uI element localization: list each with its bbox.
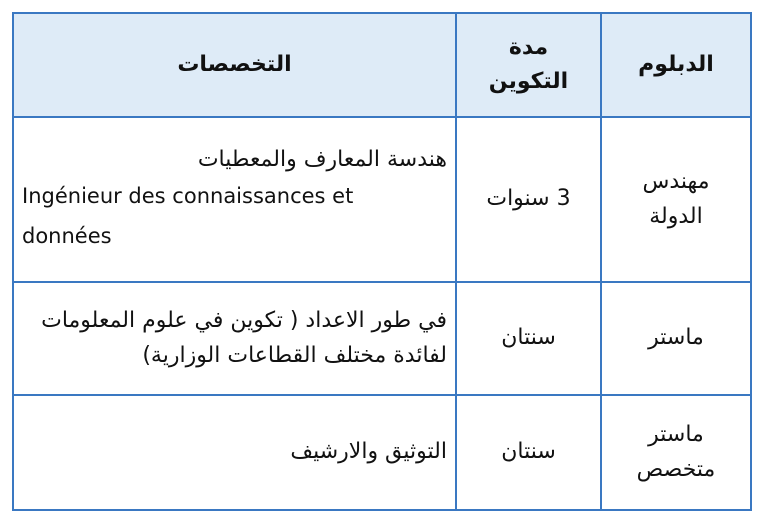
diploma-line: ماستر — [648, 422, 704, 448]
specialty-french-line: Ingénieur des connaissances et — [22, 183, 354, 208]
cell-diploma — [601, 117, 751, 282]
diploma-line: متخصص — [636, 456, 716, 482]
diploma-line: الدولة — [649, 203, 703, 229]
specialty-line: في طور الاعداد ( تكوين في علوم المعلومات — [41, 308, 447, 334]
cell-specialty — [13, 282, 456, 395]
header-duration-line-2: التكوين — [488, 69, 569, 94]
cell-duration: سنتان — [456, 282, 601, 395]
header-duration — [456, 13, 601, 117]
specialty-line: التوثيق والارشيف — [290, 439, 447, 465]
cell-specialty — [13, 117, 456, 282]
cell-diploma — [601, 395, 751, 510]
specialty-line: لفائدة مختلف القطاعات الوزارية) — [142, 342, 447, 368]
table-row — [13, 395, 751, 510]
diploma-line: مهندس — [642, 169, 710, 195]
specialty-french-line: données — [22, 223, 112, 248]
cell-duration: 3 سنوات — [456, 117, 601, 282]
header-duration-line-1: مدة — [508, 34, 549, 60]
header-specialties: التخصصات — [13, 13, 456, 117]
table-row — [13, 117, 751, 282]
cell-diploma — [601, 282, 751, 395]
header-row — [13, 13, 751, 117]
cell-duration: سنتان — [456, 395, 601, 510]
table-row — [13, 282, 751, 395]
cell-specialty — [13, 395, 456, 510]
diplomas-table — [12, 12, 752, 511]
specialty-arabic: هندسة المعارف والمعطيات — [197, 146, 447, 172]
header-diploma: الدبلوم — [601, 13, 751, 117]
diploma-line: ماستر — [648, 325, 704, 351]
